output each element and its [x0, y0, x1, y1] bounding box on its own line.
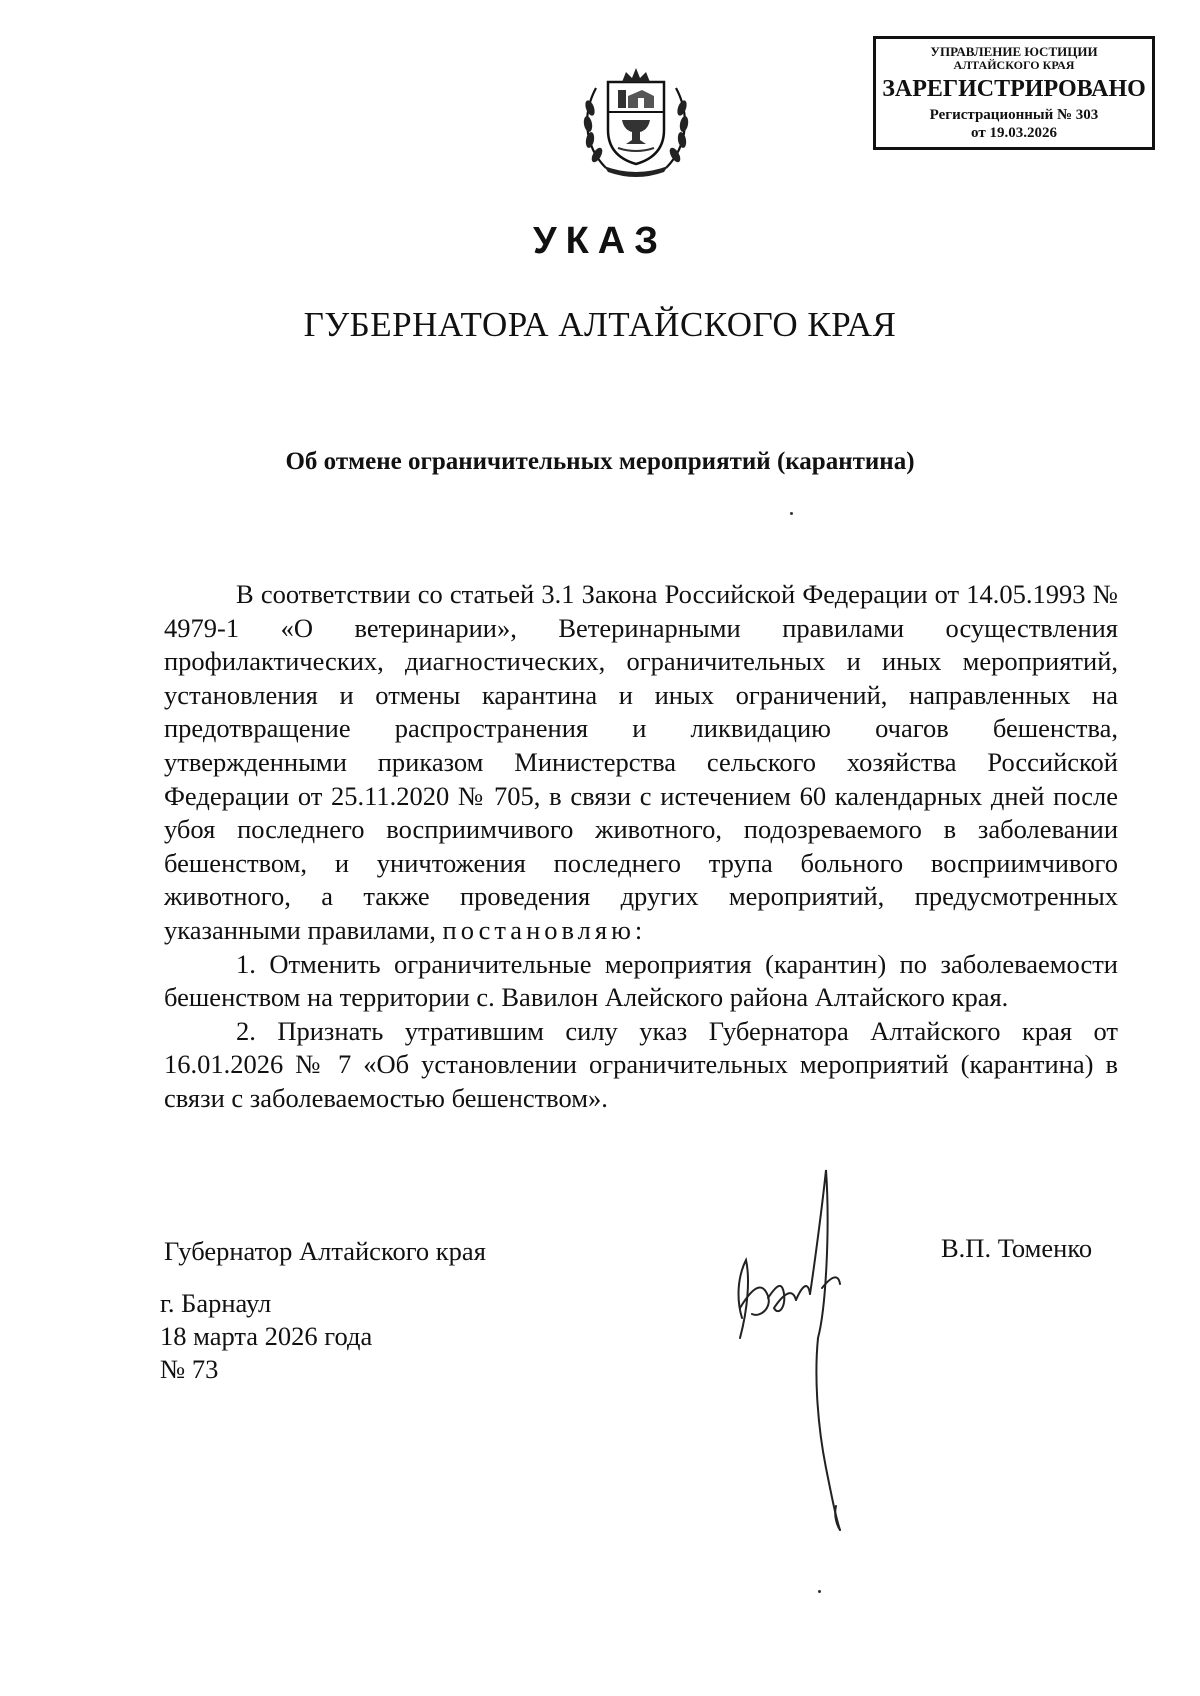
- footer-city: г. Барнаул: [160, 1288, 272, 1318]
- document-footer: [160, 1287, 372, 1386]
- item-1: 1. Отменить ограничительные мероприятия (карантин) по заболеваемости бешенством на территории с. Вавилон Алейского района Алтайского края.: [164, 948, 1118, 1013]
- coat-of-arms-icon: [578, 60, 694, 178]
- preamble-text: В соответствии со статьей 3.1 Закона Российской Федерации от 14.05.1993 № 4979-1 «О ветеринарии», Ветеринарными правилами осуществления профилактических, диагностических, ограничительных и иных мероприятий, установления и отмены карантина и иных ограничений, направленных на предотвращение распространения и ликвидацию очагов бешенства, утвержденными приказом Министерства сельского хозяйства Российской Федерации от 25.11.2020 № 705, в связи с истечением 60 календарных дней после убоя последнего восприимчивого животного, подозреваемого в заболевании бешенством, и уничтожения последнего трупа больного восприимчивого животного, а также проведения других мероприятий, предусмотренных указанными правилами,: [164, 579, 1118, 945]
- stamp-line-1: УПРАВЛЕНИЕ ЮСТИЦИИ: [930, 43, 1098, 59]
- item-2: 2. Признать утратившим силу указ Губернатора Алтайского края от 16.01.2026 № 7 «Об установлении ограничительных мероприятий (карантина) в связи с заболеваемостью бешенством».: [164, 1015, 1118, 1113]
- preamble-paragraph: [164, 578, 1118, 948]
- scan-speck: [790, 512, 793, 515]
- footer-number: № 73: [160, 1354, 219, 1384]
- footer-date: 18 марта 2026 года: [160, 1321, 373, 1351]
- handwritten-signature-icon: [722, 1168, 862, 1538]
- document-title: УКАЗ: [532, 220, 668, 262]
- resolve-word: постановляю:: [442, 914, 647, 945]
- document-body: [164, 578, 1118, 1116]
- signatory-name: В.П. Томенко: [941, 1233, 1093, 1263]
- document-subtitle: ГУБЕРНАТОРА АЛТАЙСКОГО КРАЯ: [303, 305, 897, 344]
- signatory-role: Губернатор Алтайского края: [164, 1236, 486, 1266]
- stamp-reg-number: Регистрационный № 303: [929, 106, 1099, 123]
- scan-speck: [818, 1590, 821, 1593]
- registration-stamp: [873, 36, 1155, 150]
- stamp-reg-date: от 19.03.2026: [971, 124, 1057, 141]
- document-heading: Об отмене ограничительных мероприятий (карантина): [285, 448, 915, 475]
- stamp-status: ЗАРЕГИСТРИРОВАНО: [882, 75, 1146, 102]
- stamp-line-2: АЛТАЙСКОГО КРАЯ: [953, 57, 1075, 72]
